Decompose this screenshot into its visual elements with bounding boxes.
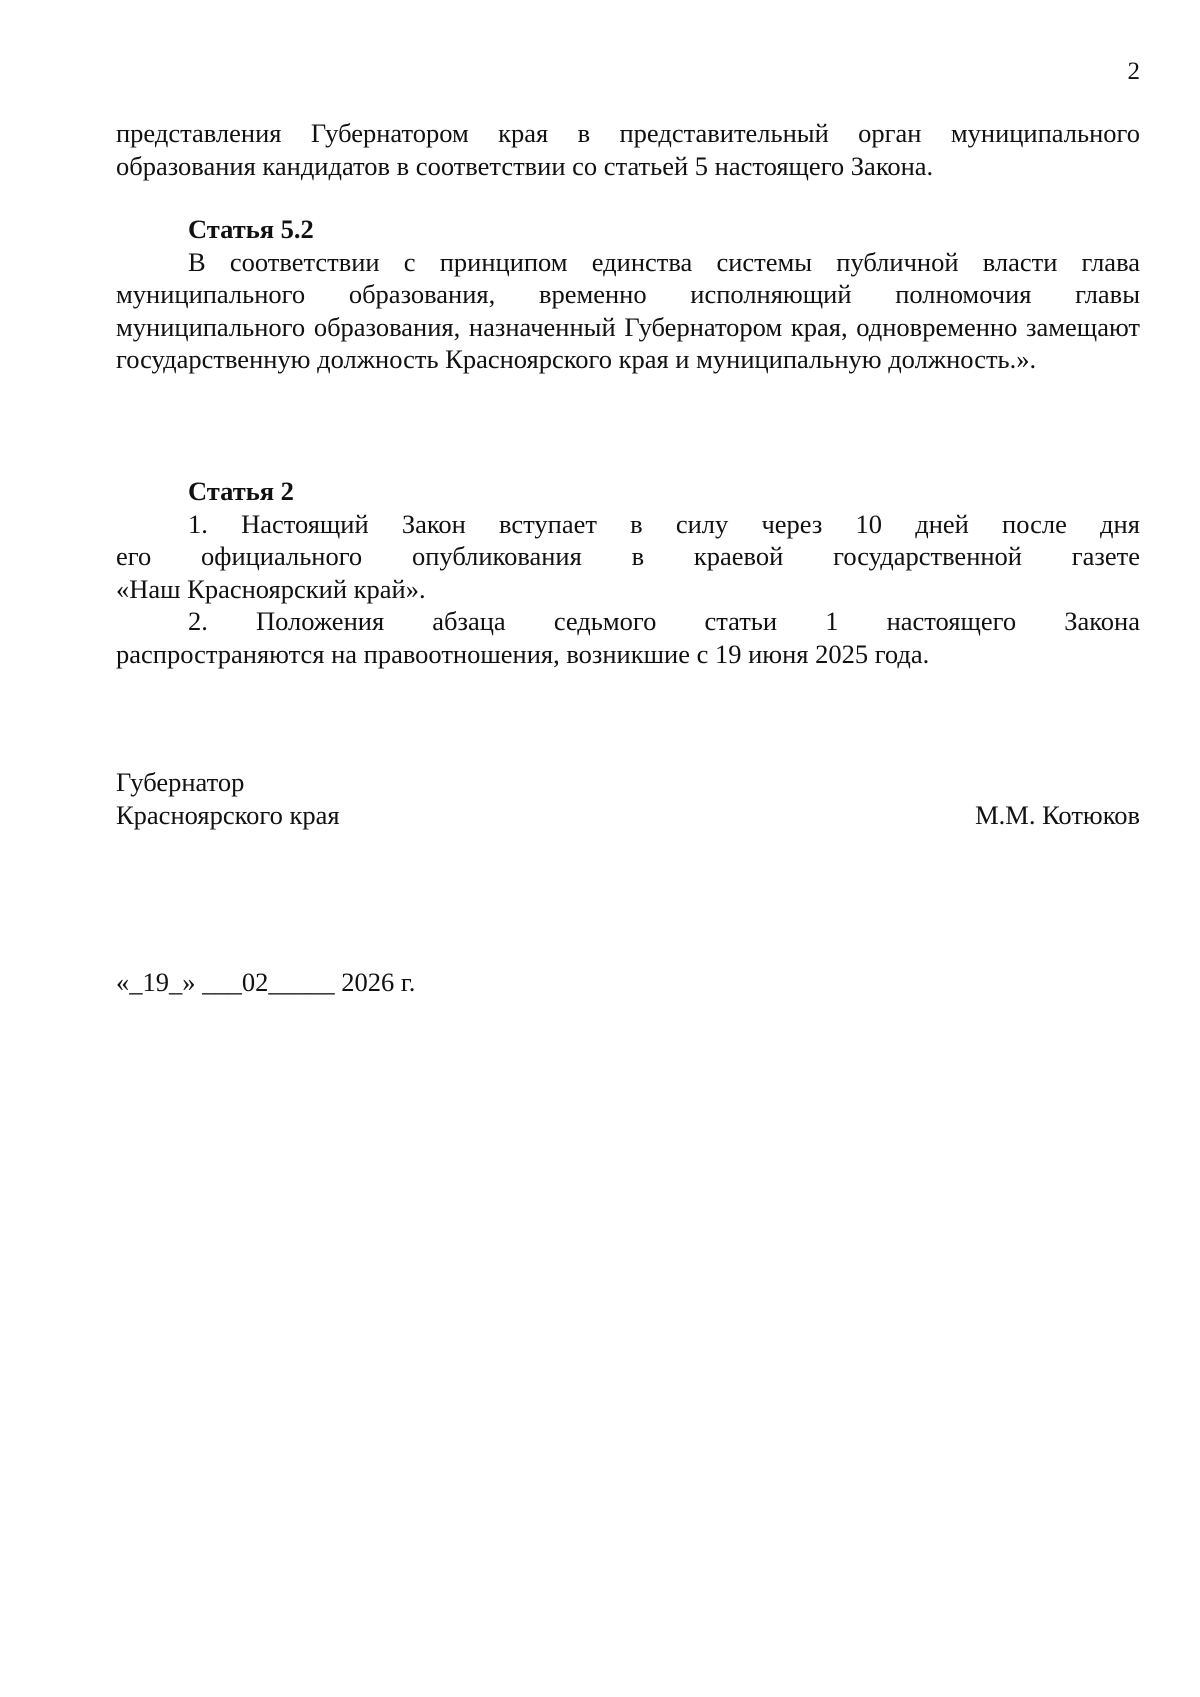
signing-date: «_19_» ___02_____ 2026 г. [116, 967, 416, 997]
item-2-word: Положения [256, 606, 385, 636]
article-2-item-2-line-1 [116, 605, 1140, 638]
item-1-word: в [630, 508, 643, 539]
item-1-word: дня [1100, 508, 1140, 539]
signature-block [116, 766, 1140, 831]
item-1-word: после [1002, 508, 1067, 539]
item-2-word: статьи [704, 606, 778, 636]
signatory-name: М.М. Котюков [975, 799, 1140, 830]
signatory-title-line-1: Губернатор [116, 767, 245, 797]
item-1-word: через [761, 508, 823, 539]
item-2-word: настоящего [886, 606, 1017, 636]
article-5-2 [116, 213, 1140, 376]
item-2-word: абзаца [432, 606, 506, 636]
item-1-word: 10 [855, 508, 883, 539]
article-2-item-1-line-1 [116, 508, 1140, 541]
page-number: 2 [1127, 58, 1140, 85]
article-5-2-text: В соответствии с принципом единства системы публичной власти глава муниципального образования, временно исполняющий полномочия главы муниципального образования, назначенный Губернатором края, одновременно замещают государственную должность Красноярского края и муниципальную должность.». [116, 246, 1140, 374]
item-2-number: 2. [188, 606, 208, 636]
item-2-word: седьмого [553, 606, 657, 636]
signature-row [116, 799, 1140, 832]
signatory-title-line-2: Красноярского края [116, 799, 340, 830]
item-1-number: 1. [188, 508, 208, 539]
item-1-word: Закон [401, 508, 466, 539]
item-1-word: силу [675, 508, 729, 539]
item-1-word: вступает [499, 508, 597, 539]
article-2-heading: Статья 2 [188, 476, 294, 506]
article-2-item-2-line-2: распространяются на правоотношения, возникшие с 19 июня 2025 года. [116, 638, 930, 669]
item-2-word: 1 [825, 606, 839, 636]
intro-line-1: представления Губернатором края в представительный орган муниципального [116, 118, 1140, 148]
article-2-item-1-line-2: его официального опубликования в краевой государственной газете [116, 541, 1140, 571]
article-5-2-heading: Статья 5.2 [188, 214, 314, 244]
article-2-item-1-line-3: «Наш Красноярский край». [116, 573, 426, 604]
item-1-word: Настоящий [241, 508, 369, 539]
intro-line-2: образования кандидатов в соответствии со статьей 5 настоящего Закона. [116, 150, 934, 181]
item-1-word: дней [915, 508, 969, 539]
intro-paragraph [116, 117, 1140, 182]
item-2-word: Закона [1064, 606, 1140, 636]
article-2 [116, 475, 1140, 670]
